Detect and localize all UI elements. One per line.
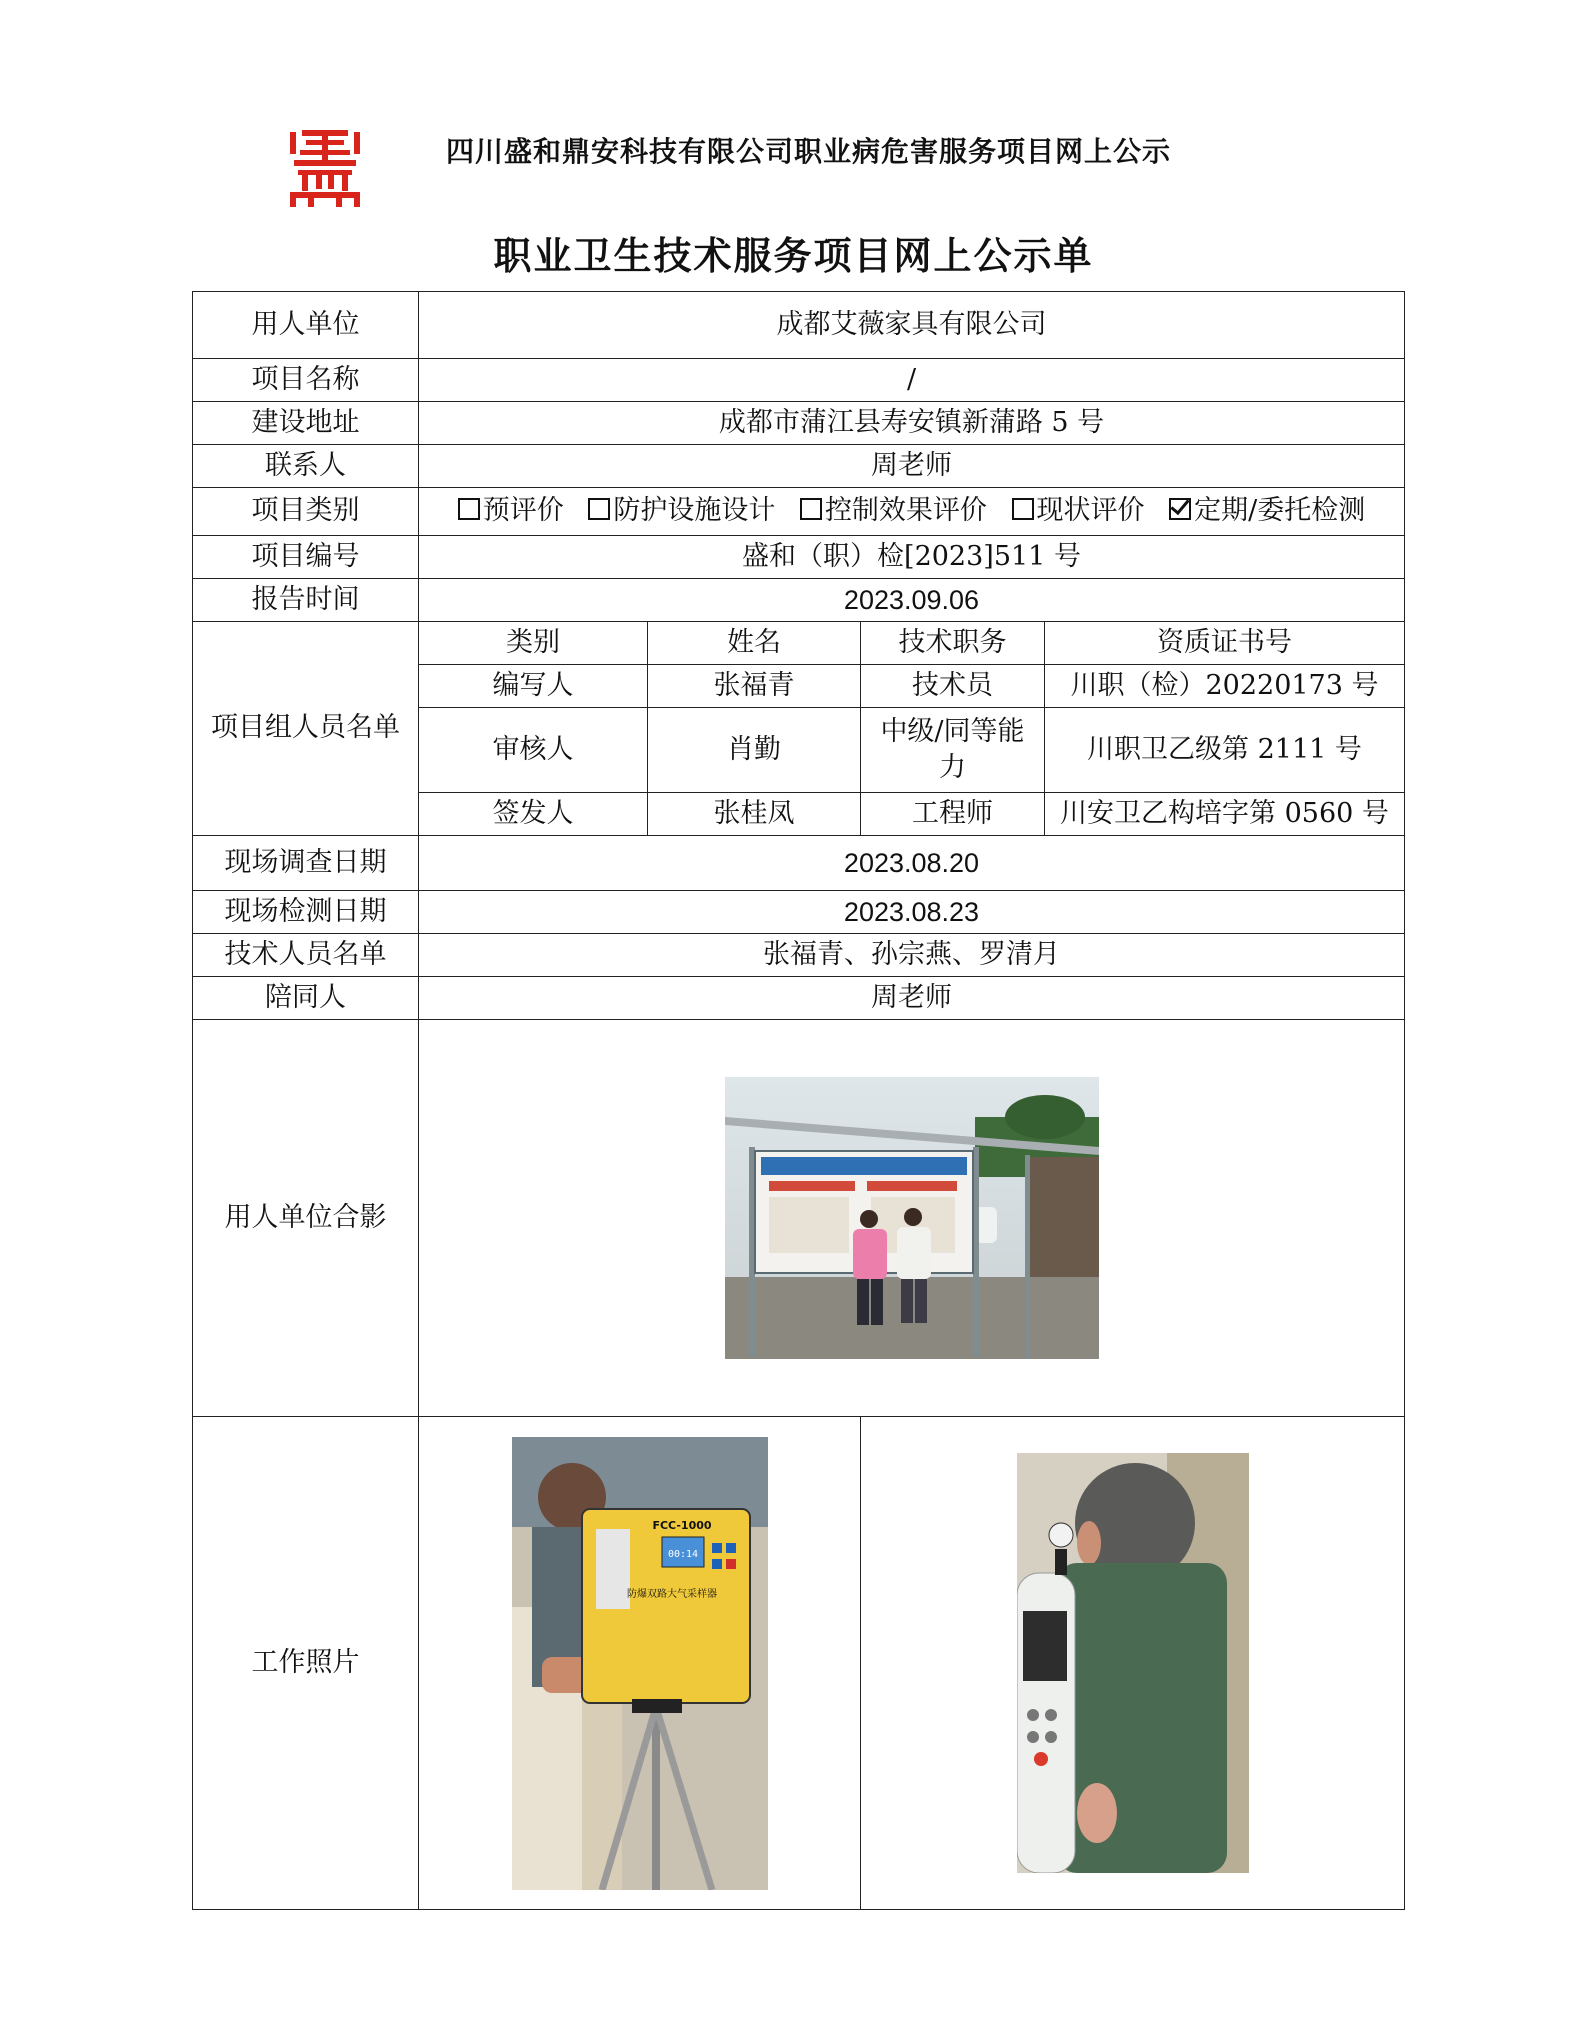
- value-employer: 成都艾薇家具有限公司: [419, 292, 1405, 359]
- label-companion: 陪同人: [193, 977, 419, 1020]
- member-role: 审核人: [419, 708, 648, 793]
- sampler-name-label: 防爆双路大气采样器: [626, 1588, 717, 1600]
- checkbox-empty-icon: [588, 498, 610, 520]
- value-contact: 周老师: [419, 445, 1405, 488]
- row-survey-date: [193, 836, 1405, 891]
- label-survey-date: 现场调查日期: [193, 836, 419, 891]
- checkbox-checked-icon: [1169, 498, 1191, 520]
- label-team: 项目组人员名单: [193, 622, 419, 836]
- checkbox-empty-icon: [458, 498, 480, 520]
- checkbox-empty-icon: [800, 498, 822, 520]
- row-employer: [193, 292, 1405, 359]
- group-photo-image: [725, 1077, 1099, 1359]
- sampler-reading-label: 00:14: [667, 1548, 698, 1560]
- label-report-time: 报告时间: [193, 579, 419, 622]
- row-team-header: [193, 622, 1405, 665]
- group-photo-cell: [419, 1020, 1405, 1417]
- company-logo-icon: [286, 128, 364, 208]
- member-name: 张福青: [648, 665, 861, 708]
- team-header-title: 技术职务: [861, 622, 1045, 665]
- row-address: [193, 402, 1405, 445]
- category-option-protection-design: 防护设施设计: [588, 495, 775, 526]
- member-cert: 川职（检）20220173 号: [1045, 665, 1405, 708]
- category-option-periodic-testing: 定期/委托检测: [1169, 495, 1365, 526]
- value-project-name: /: [419, 359, 1405, 402]
- sampler-model-label: FCC-1000: [651, 1518, 712, 1532]
- value-address: 成都市蒲江县寿安镇新蒲路 5 号: [419, 402, 1405, 445]
- noise-meter-photo-image: [1017, 1453, 1249, 1873]
- row-report-time: [193, 579, 1405, 622]
- member-role: 编写人: [419, 665, 648, 708]
- organization-title: 四川盛和鼎安科技有限公司职业病危害服务项目网上公示: [446, 135, 1172, 168]
- checkbox-empty-icon: [1012, 498, 1034, 520]
- row-contact: [193, 445, 1405, 488]
- value-test-date: 2023.08.23: [419, 891, 1405, 934]
- member-name: 张桂凤: [648, 793, 861, 836]
- member-title: 工程师: [861, 793, 1045, 836]
- air-sampler-photo-image: [512, 1437, 768, 1890]
- work-photo-cell-sampler: [419, 1417, 861, 1910]
- row-tech-staff: [193, 934, 1405, 977]
- label-group-photo: 用人单位合影: [193, 1020, 419, 1417]
- value-tech-staff: 张福青、孙宗燕、罗清月: [419, 934, 1405, 977]
- member-role: 签发人: [419, 793, 648, 836]
- category-option-status-evaluation: 现状评价: [1012, 495, 1145, 526]
- value-project-no: 盛和（职）检[2023]511 号: [419, 536, 1405, 579]
- label-tech-staff: 技术人员名单: [193, 934, 419, 977]
- category-options: [419, 488, 1405, 536]
- value-companion: 周老师: [419, 977, 1405, 1020]
- label-test-date: 现场检测日期: [193, 891, 419, 934]
- member-title: 中级/同等能力: [861, 708, 1045, 793]
- row-project-no: [193, 536, 1405, 579]
- label-address: 建设地址: [193, 402, 419, 445]
- label-contact: 联系人: [193, 445, 419, 488]
- label-category: 项目类别: [193, 488, 419, 536]
- label-employer: 用人单位: [193, 292, 419, 359]
- document-header: [0, 0, 1587, 278]
- label-project-name: 项目名称: [193, 359, 419, 402]
- value-report-time: 2023.09.06: [419, 579, 1405, 622]
- value-survey-date: 2023.08.20: [419, 836, 1405, 891]
- row-category: [193, 488, 1405, 536]
- category-option-control-effect: 控制效果评价: [800, 495, 987, 526]
- label-work-photos: 工作照片: [193, 1417, 419, 1910]
- row-test-date: [193, 891, 1405, 934]
- category-option-pre-evaluation: 预评价: [458, 495, 564, 526]
- notice-table: [192, 291, 1405, 1910]
- row-group-photo: [193, 1020, 1405, 1417]
- work-photo-cell-noise: [861, 1417, 1405, 1910]
- row-project-name: [193, 359, 1405, 402]
- team-header-role: 类别: [419, 622, 648, 665]
- label-project-no: 项目编号: [193, 536, 419, 579]
- team-header-name: 姓名: [648, 622, 861, 665]
- row-work-photos: [193, 1417, 1405, 1910]
- member-title: 技术员: [861, 665, 1045, 708]
- team-header-cert: 资质证书号: [1045, 622, 1405, 665]
- member-name: 肖勤: [648, 708, 861, 793]
- member-cert: 川安卫乙构培字第 0560 号: [1045, 793, 1405, 836]
- row-companion: [193, 977, 1405, 1020]
- member-cert: 川职卫乙级第 2111 号: [1045, 708, 1405, 793]
- document-title: 职业卫生技术服务项目网上公示单: [493, 233, 1094, 278]
